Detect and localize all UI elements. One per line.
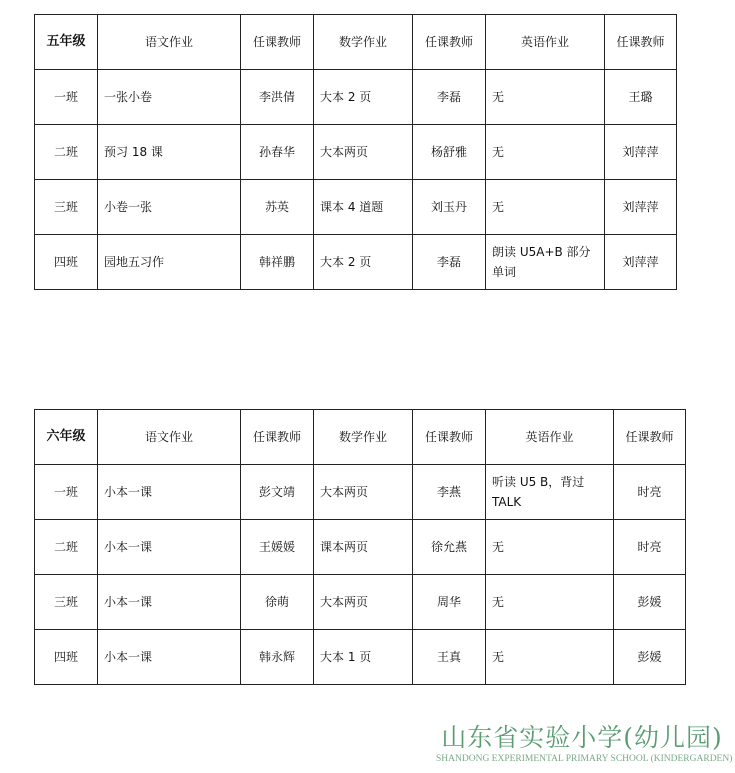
- math-teacher: 李磊: [413, 70, 486, 125]
- school-name-chinese: 山东省实验小学(幼儿园): [441, 723, 723, 752]
- chinese-homework: 园地五习作: [98, 235, 241, 290]
- col-header-teacher: 任课教师: [241, 15, 314, 70]
- math-teacher: 李磊: [413, 235, 486, 290]
- class-name: 四班: [35, 235, 98, 290]
- math-homework: 大本两页: [314, 575, 413, 630]
- english-teacher: 彭媛: [614, 575, 686, 630]
- school-logo: [436, 718, 733, 770]
- table-row: [35, 235, 677, 290]
- math-teacher: 周华: [413, 575, 486, 630]
- english-homework: 无: [486, 125, 605, 180]
- english-teacher: 刘萍萍: [605, 180, 677, 235]
- english-teacher: 时亮: [614, 520, 686, 575]
- chinese-teacher: 王媛媛: [241, 520, 314, 575]
- chinese-teacher: 韩永辉: [241, 630, 314, 685]
- col-header-math: 数学作业: [314, 15, 413, 70]
- col-header-teacher: 任课教师: [413, 15, 486, 70]
- english-teacher: 刘萍萍: [605, 125, 677, 180]
- grade-label: 五年级: [35, 15, 98, 70]
- class-name: 四班: [35, 630, 98, 685]
- table-header-row: [35, 15, 677, 70]
- math-homework: 大本 1 页: [314, 630, 413, 685]
- class-name: 三班: [35, 180, 98, 235]
- math-teacher: 刘玉丹: [413, 180, 486, 235]
- col-header-chinese: 语文作业: [98, 410, 241, 465]
- math-homework: 大本 2 页: [314, 70, 413, 125]
- chinese-homework: 小本一课: [98, 520, 241, 575]
- english-homework: 无: [486, 180, 605, 235]
- table-row: [35, 575, 686, 630]
- class-name: 二班: [35, 125, 98, 180]
- math-teacher: 王真: [413, 630, 486, 685]
- table-header-row: [35, 410, 686, 465]
- class-name: 一班: [35, 465, 98, 520]
- col-header-english: 英语作业: [486, 15, 605, 70]
- math-homework: 大本两页: [314, 465, 413, 520]
- chinese-homework: 小本一课: [98, 630, 241, 685]
- math-homework: 课本两页: [314, 520, 413, 575]
- math-teacher: 杨舒雅: [413, 125, 486, 180]
- grade5-homework-table: [34, 14, 677, 290]
- table-row: [35, 520, 686, 575]
- chinese-teacher: 韩祥鹏: [241, 235, 314, 290]
- english-teacher: 王璐: [605, 70, 677, 125]
- class-name: 三班: [35, 575, 98, 630]
- english-teacher: 刘萍萍: [605, 235, 677, 290]
- english-homework: 听读 U5 B，背过 TALK: [486, 465, 614, 520]
- table-row: [35, 125, 677, 180]
- col-header-english: 英语作业: [486, 410, 614, 465]
- col-header-teacher: 任课教师: [605, 15, 677, 70]
- chinese-teacher: 孙春华: [241, 125, 314, 180]
- math-homework: 大本 2 页: [314, 235, 413, 290]
- chinese-teacher: 苏英: [241, 180, 314, 235]
- english-homework: 无: [486, 520, 614, 575]
- chinese-homework: 小卷一张: [98, 180, 241, 235]
- english-teacher: 彭媛: [614, 630, 686, 685]
- english-homework: 无: [486, 70, 605, 125]
- table-row: [35, 630, 686, 685]
- chinese-homework: 预习 18 课: [98, 125, 241, 180]
- col-header-teacher: 任课教师: [413, 410, 486, 465]
- table-row: [35, 70, 677, 125]
- math-homework: 课本 4 道题: [314, 180, 413, 235]
- table-row: [35, 180, 677, 235]
- chinese-teacher: 彭文靖: [241, 465, 314, 520]
- col-header-math: 数学作业: [314, 410, 413, 465]
- chinese-homework: 小本一课: [98, 465, 241, 520]
- chinese-teacher: 徐萌: [241, 575, 314, 630]
- math-teacher: 徐允燕: [413, 520, 486, 575]
- school-name-english: SHANDONG EXPERIMENTAL PRIMARY SCHOOL (KINDERGARDEN): [436, 754, 733, 764]
- english-homework: 无: [486, 575, 614, 630]
- grade6-homework-table: [34, 409, 686, 685]
- col-header-teacher: 任课教师: [614, 410, 686, 465]
- chinese-homework: 一张小卷: [98, 70, 241, 125]
- class-name: 一班: [35, 70, 98, 125]
- english-teacher: 时亮: [614, 465, 686, 520]
- col-header-teacher: 任课教师: [241, 410, 314, 465]
- col-header-chinese: 语文作业: [98, 15, 241, 70]
- grade-label: 六年级: [35, 410, 98, 465]
- class-name: 二班: [35, 520, 98, 575]
- table-row: [35, 465, 686, 520]
- math-homework: 大本两页: [314, 125, 413, 180]
- english-homework: 无: [486, 630, 614, 685]
- chinese-homework: 小本一课: [98, 575, 241, 630]
- math-teacher: 李燕: [413, 465, 486, 520]
- english-homework: 朗读 U5A+B 部分单词: [486, 235, 605, 290]
- chinese-teacher: 李洪倩: [241, 70, 314, 125]
